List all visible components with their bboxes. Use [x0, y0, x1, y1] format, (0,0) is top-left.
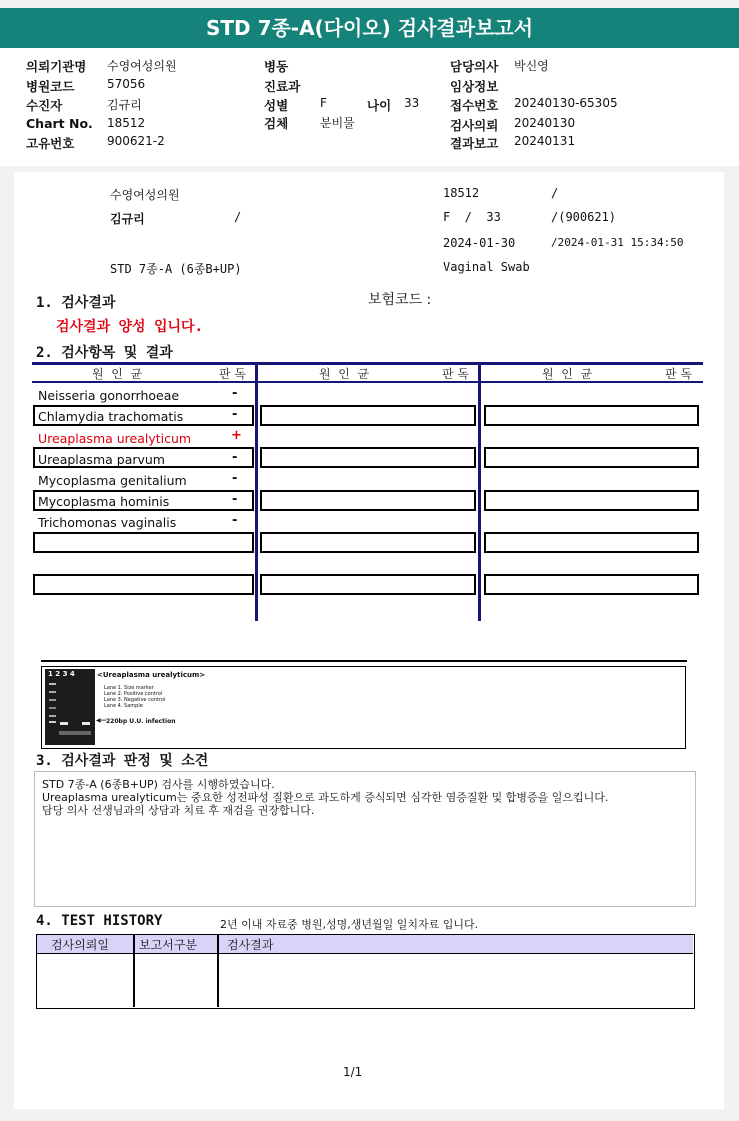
header-label: 병원코드 — [26, 79, 75, 94]
gel-top-rule — [41, 660, 687, 662]
result-summary: 검사결과 양성 입니다. — [56, 319, 204, 335]
birth-date: /(900621) — [551, 210, 617, 224]
gel-image-frame — [41, 666, 686, 749]
section3-title: 3. 검사결과 판정 및 소견 — [36, 753, 209, 769]
header-value: 박신영 — [514, 59, 549, 73]
gel-lane-numbers: 1 2 3 4 — [48, 670, 75, 678]
history-header: 검사의뢰일 — [51, 938, 109, 952]
gel-legend-item: Lane 3. Negative control — [104, 697, 166, 703]
column-header-organism: 원 인 균 — [319, 367, 370, 381]
ladder-band — [49, 691, 56, 693]
organism-result: - — [232, 407, 238, 422]
section4-title: 4. TEST HISTORY — [36, 913, 163, 929]
header-value: 20240130 — [514, 116, 576, 130]
header-label: 검체 — [264, 116, 289, 131]
ladder-band — [49, 707, 56, 709]
result-row-box — [33, 532, 254, 553]
report-header — [0, 48, 739, 166]
column-divider — [255, 362, 258, 621]
separator: / — [551, 186, 559, 200]
history-header: 검사결과 — [227, 938, 274, 952]
finding-line: Ureaplasma urealyticum는 중요한 성전파성 질환으로 과도하게 증식되면 심각한 염증질환 및 합병증을 일으킵니다. — [42, 791, 609, 804]
result-row-box — [484, 532, 699, 553]
organism-result-positive: + — [231, 428, 242, 443]
organism-result: - — [232, 513, 238, 528]
history-table — [36, 934, 695, 1009]
header-value: 900621-2 — [107, 134, 165, 148]
history-header: 보고서구분 — [139, 938, 197, 952]
header-label: 의뢰기관명 — [26, 59, 87, 74]
report-datetime: /2024-01-31 15:34:50 — [551, 236, 684, 249]
organism-name-positive: Ureaplasma urealyticum — [38, 431, 192, 446]
result-row-box — [484, 447, 699, 468]
organism-name: Ureaplasma parvum — [38, 452, 165, 467]
history-header-row — [37, 935, 693, 954]
result-row-box — [260, 405, 476, 426]
header-value: 20240131 — [514, 134, 576, 148]
history-note: 2년 이내 자료중 병원,성명,생년월일 일치자료 입니다. — [220, 918, 479, 931]
column-header-organism: 원 인 균 — [92, 367, 143, 381]
header-value: 18512 — [107, 116, 146, 130]
clinic-name: 수영여성의원 — [110, 188, 180, 202]
header-label: 병동 — [264, 59, 289, 74]
gel-legend-item: Lane 1. Size marker — [104, 685, 154, 691]
result-row-box — [484, 490, 699, 511]
header-label: 접수번호 — [450, 98, 499, 113]
organism-name: Chlamydia trachomatis — [38, 409, 184, 424]
header-value: 33 — [404, 96, 420, 110]
finding-line: 담당 의사 선생님과의 상담과 치료 후 재검을 권장합니다. — [42, 804, 315, 817]
gel-photo — [45, 669, 95, 745]
header-value: 20240130-65305 — [514, 96, 618, 110]
header-value: 김규리 — [107, 98, 142, 112]
request-date: 2024-01-30 — [443, 236, 516, 250]
band-arrow-icon: ◀— — [96, 717, 107, 724]
ladder-band — [49, 721, 56, 723]
gel-title: <Ureaplasma urealyticum> — [97, 671, 206, 679]
separator: / — [234, 210, 242, 224]
result-row-box — [484, 574, 699, 595]
history-col-divider — [217, 935, 219, 1007]
organism-result: - — [232, 386, 238, 401]
header-label: 결과보고 — [450, 136, 499, 151]
report-title: STD 7종-A(다이오) 검사결과보고서 — [0, 8, 739, 48]
section1-title: 1. 검사결과 — [36, 295, 116, 311]
section2-title: 2. 검사항목 및 결과 — [36, 345, 173, 361]
organism-result: - — [232, 450, 238, 465]
header-label: 임상정보 — [450, 79, 499, 94]
organism-result: - — [232, 492, 238, 507]
organism-name: Trichomonas vaginalis — [38, 515, 177, 530]
specimen: Vaginal Swab — [443, 260, 530, 274]
column-header-result: 판 독 — [665, 367, 692, 381]
header-value: 수영여성의원 — [107, 59, 177, 73]
result-row-box — [260, 490, 476, 511]
result-row-box — [484, 405, 699, 426]
header-label: 진료과 — [264, 79, 301, 94]
primer-dimer-band — [59, 731, 91, 735]
gel-legend — [104, 685, 165, 709]
ladder-band — [49, 699, 56, 701]
history-col-divider — [133, 935, 135, 1007]
column-header-result: 판 독 — [442, 367, 469, 381]
column-divider — [478, 362, 481, 621]
organism-name: Neisseria gonorrhoeae — [38, 388, 180, 403]
page-number: 1/1 — [343, 1065, 363, 1079]
organism-name: Mycoplasma genitalium — [38, 473, 187, 488]
ladder-band — [49, 683, 56, 685]
sex-age: F / 33 — [443, 210, 501, 224]
header-value: 57056 — [107, 77, 146, 91]
column-header-result: 판 독 — [219, 367, 246, 381]
header-label: 담당의사 — [450, 59, 499, 74]
positive-control-band — [60, 722, 68, 725]
header-label: 수진자 — [26, 98, 63, 113]
test-name: STD 7종-A (6종B+UP) — [110, 262, 242, 276]
column-header-organism: 원 인 균 — [542, 367, 593, 381]
patient-name: 김규리 — [110, 212, 145, 226]
findings-box — [34, 771, 696, 907]
gel-legend-item: Lane 4. Sample — [104, 703, 143, 709]
result-row-box — [33, 574, 254, 595]
header-value: F — [320, 96, 327, 110]
finding-line: STD 7종-A (6종B+UP) 검사를 시행하였습니다. — [42, 778, 275, 791]
band-label: 220bp U.U. infection — [106, 718, 176, 725]
result-row-box — [260, 447, 476, 468]
result-row-box — [260, 532, 476, 553]
organism-name: Mycoplasma hominis — [38, 494, 170, 509]
result-row-box — [260, 574, 476, 595]
header-value: 분비물 — [320, 116, 355, 130]
chart-number: 18512 — [443, 186, 480, 200]
insurance-code: 보험코드 : — [368, 292, 432, 308]
organism-result: - — [232, 471, 238, 486]
sample-band — [82, 722, 90, 725]
header-label: 고유번호 — [26, 136, 75, 151]
header-label: 검사의뢰 — [450, 118, 499, 133]
header-label: Chart No. — [26, 116, 93, 131]
gel-legend-item: Lane 2. Positive control — [104, 691, 163, 697]
header-label: 성별 — [264, 98, 289, 113]
ladder-band — [49, 715, 56, 717]
header-label: 나이 — [367, 98, 392, 113]
